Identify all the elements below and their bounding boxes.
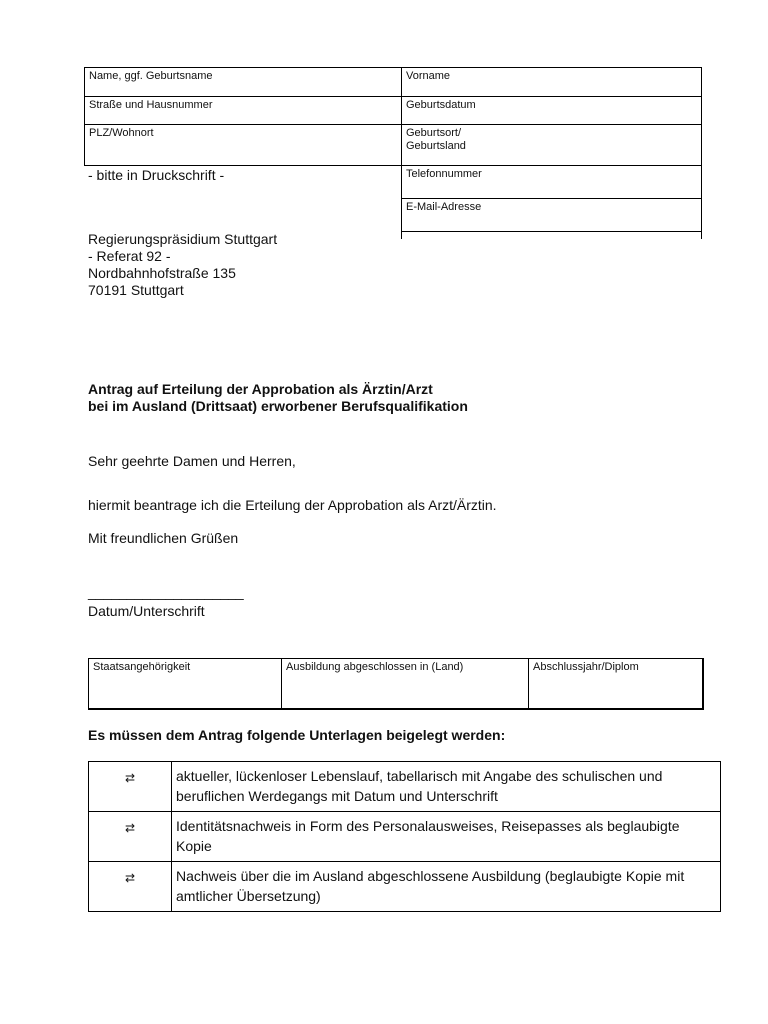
vorname-field[interactable] [401,67,702,97]
subject-line-2: bei im Ausland (Drittsaat) erworbener Berufsqualifikation [88,398,468,414]
ausbildung-land-field-label: Ausbildung abgeschlossen in (Land) [286,661,464,673]
name-field-label: Name, ggf. Geburtsname [89,70,213,82]
staatsangehoerigkeit-field-label: Staatsangehörigkeit [93,661,191,673]
documents-heading: Es müssen dem Antrag folgende Unterlagen beigelegt werden: [88,727,506,743]
table-row [89,812,721,862]
closing: Mit freundlichen Grüßen [88,530,239,546]
table-row [89,762,721,812]
plz-wohnort-field[interactable] [84,124,402,166]
vorname-field-label: Vorname [406,70,451,82]
documents-table [88,761,721,912]
bullet-icon: ⇄ [89,812,172,862]
geburtsort-field-label-line2: Geburtsland [406,140,466,152]
address-line-3: Nordbahnhofstraße 135 [88,265,236,281]
salutation: Sehr geehrte Damen und Herren, [88,453,296,469]
strasse-field[interactable] [84,96,402,125]
address-line-2: - Referat 92 - [88,248,171,264]
email-field-label: E-Mail-Adresse [406,201,482,213]
address-line-1: Regierungspräsidium Stuttgart [88,231,278,247]
document-item: Identitätsnachweis in Form des Personalausweises, Reisepasses als beglaubigte Kopie [172,812,721,862]
bullet-icon: ⇄ [89,762,172,812]
geburtsdatum-field[interactable] [401,96,702,125]
strasse-field-label: Straße und Hausnummer [89,99,213,111]
ausbildung-land-field[interactable] [281,658,529,710]
telefon-field-label: Telefonnummer [406,168,482,180]
telefon-field[interactable] [401,165,702,199]
request-text: hiermit beantrage ich die Erteilung der Approbation als Arzt/Ärztin. [88,497,497,513]
subject [88,381,468,415]
abschlussjahr-field-label: Abschlussjahr/Diplom [533,661,639,673]
geburtsort-field[interactable] [401,124,702,166]
print-hint: - bitte in Druckschrift - [88,167,225,183]
subject-line-1: Antrag auf Erteilung der Approbation als Ärztin/Arzt [88,381,433,397]
email-field-left-tick [401,231,402,239]
address-line-4: 70191 Stuttgart [88,282,184,298]
plz-wohnort-field-label: PLZ/Wohnort [89,127,154,139]
signature-label: Datum/Unterschrift [88,603,205,619]
staatsangehoerigkeit-field[interactable] [88,658,282,710]
recipient-address [88,231,277,299]
name-field[interactable] [84,67,402,97]
geburtsdatum-field-label: Geburtsdatum [406,99,476,111]
document-item: aktueller, lückenloser Lebenslauf, tabellarisch mit Angabe des schulischen und beruflichen Werdegangs mit Datum und Unterschrift [172,762,721,812]
bullet-icon: ⇄ [89,862,172,912]
email-field[interactable] [401,198,702,232]
document-item: Nachweis über die im Ausland abgeschlossene Ausbildung (beglaubigte Kopie mit amtlicher Übersetzung) [172,862,721,912]
table-row [89,862,721,912]
signature-line[interactable]: ____________________ [88,584,244,600]
abschlussjahr-field[interactable] [528,658,704,710]
geburtsort-field-label-line1: Geburtsort/ [406,127,462,139]
email-field-bottom-border [401,231,702,232]
email-field-right-tick [701,231,702,239]
